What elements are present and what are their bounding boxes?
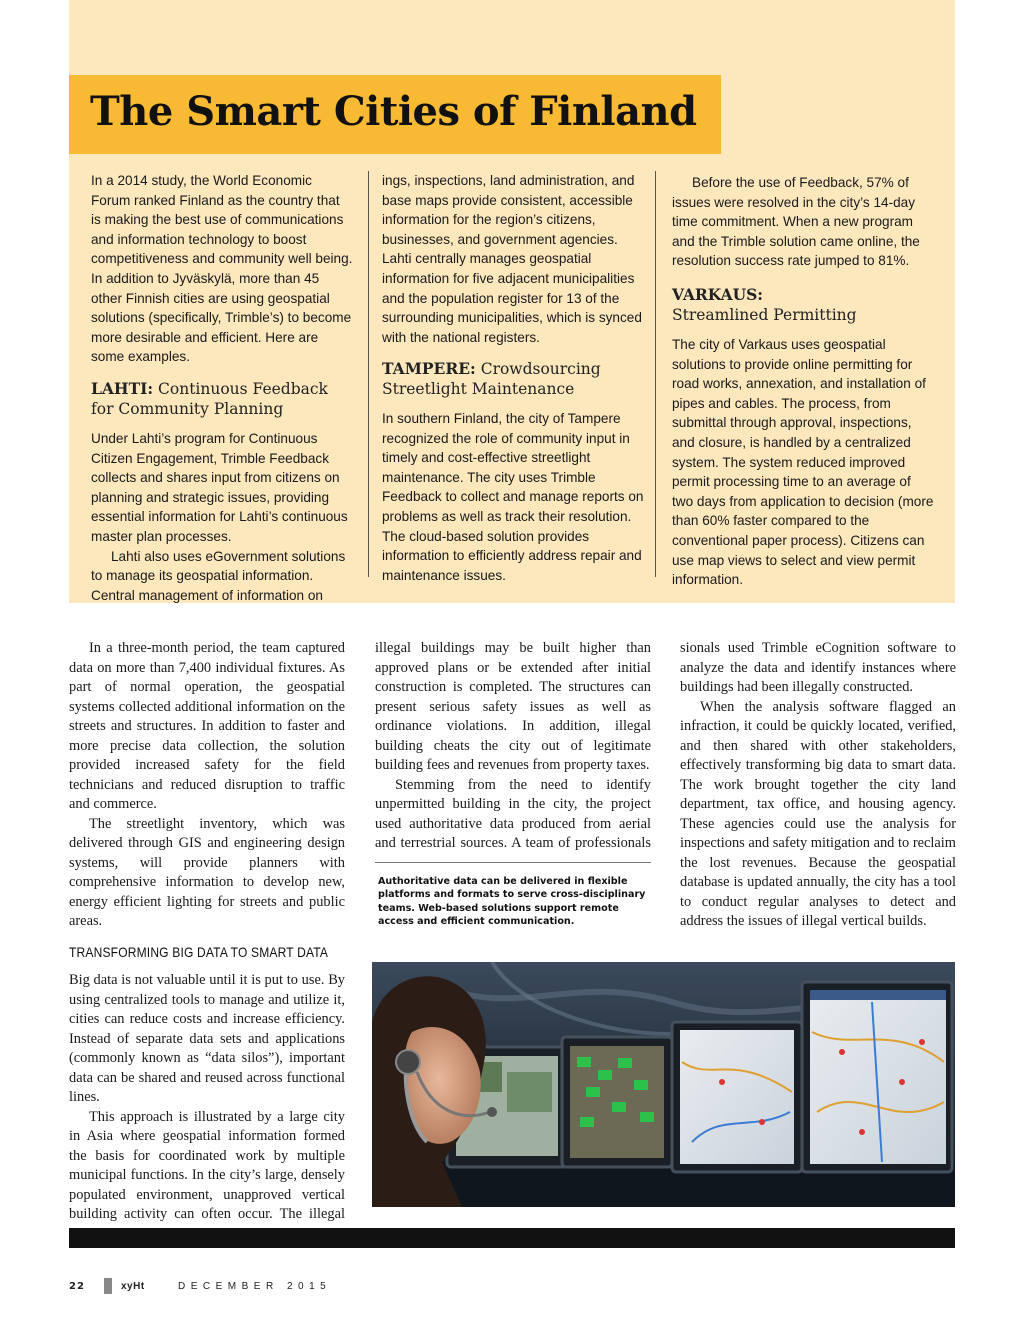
issue-date: DECEMBER 2015 [178, 1281, 332, 1292]
operator-monitors-illustration [372, 962, 955, 1207]
body-paragraph-5: Stemming from the need to identify unpermitted building in the city, the project used authoritative data produced from aerial and terrestrial sources. A team of professionals [375, 776, 651, 851]
monitor-aerial [562, 1037, 672, 1167]
body-paragraph-1: In a three-month period, the team captured data on more than 7,400 individual fixtures. As part of normal operation, the geospatial systems collected additional information on the streets and structures. In addition to faster and more precise data collection, the solution provided increased safety for the field technicians and reduced disruption to traffic and commerce. [69, 640, 345, 812]
body-column-1 [69, 639, 345, 1225]
varkaus-heading: VARKAUS: Streamlined Permitting [672, 284, 857, 324]
tampere-heading: TAMPERE: Crowdsourcing Streetlight Maintenance [382, 359, 601, 398]
sidebar-column-1 [91, 171, 353, 605]
sidebar-column-2 [382, 171, 644, 585]
column-divider [655, 171, 656, 577]
bottom-bar [69, 1228, 955, 1248]
lahti-paragraph-1: Under Lahti’s program for Continuous Citizen Engagement, Trimble Feedback collects and shares input from citizens on planning and strategic issues, providing essential information for Lahti’s continuous master plan processes. [91, 430, 348, 544]
body-paragraph-6: When the analysis software flagged an infraction, it could be quickly located, verified, and then shared with other stakeholders, effectively transforming big data to smart data. The work brought together the city land department, tax office, and housing agency. These agencies could use the analysis for inspections and safety mitigation and to reclaim the lost revenues. Because the geospatial database is updated annually, the city has a tool to conduct regular analyses to detect and address the issues of illegal vertical builds. [680, 698, 956, 929]
body-paragraph-5-continued: sionals used Trimble eCognition software to analyze the data and identify instances where buildings had been illegally constructed. [680, 640, 956, 695]
lahti-heading: LAHTI: Continuous Feedback for Community Planning [91, 378, 328, 418]
body-column-3 [680, 639, 956, 932]
photo-caption: Authoritative data can be delivered in flexible platforms and formats to serve cross-disciplinary teams. Web-based solutions support remote access and efficient communication. [378, 876, 646, 927]
publication-name: xyHt [121, 1281, 145, 1292]
page-number: 22 [69, 1281, 85, 1292]
body-paragraph-4: This approach is illustrated by a large city in Asia where geospatial information formed the basis for coordinated work by multiple municipal functions. In the city’s large, densely populated environment, unapproved vertical building activity can often occur. The illegal [69, 1108, 345, 1222]
article-title: The Smart Cities of Finland [90, 88, 697, 135]
lahti-paragraph-2: Lahti also uses eGovernment solutions to manage its geospatial information. Central management of information on [91, 548, 346, 603]
column-divider [368, 171, 369, 577]
sidebar-column-3 [672, 173, 934, 590]
monitor-map-center [672, 1022, 802, 1172]
section-subhead: TRANSFORMING BIG DATA TO SMART DATA [69, 943, 329, 960]
folio-divider [104, 1278, 112, 1294]
monitor-map-right [802, 982, 952, 1172]
lahti-paragraph-continued: ings, inspections, land administration, and base maps provide consistent, accessible information for the region’s citizens, businesses, and government agencies. Lahti centrally manages geospatial information for five adjacent municipalities and the population register for 13 of the surrounding municipalities, which is synced with the national registers. [382, 173, 642, 345]
body-paragraph-2: The streetlight inventory, which was delivered through GIS and engineering design systems, will provide planners with comprehensive information to develop new, energy efficient lighting for streets and public areas. [69, 815, 345, 929]
tampere-paragraph-1: In southern Finland, the city of Tampere recognized the role of community input in timely and cost-effective streetlight maintenance. The city uses Trimble Feedback to collect and manage reports on problems as well as track their resolution. The cloud-based solution provides information to efficiently address repair and maintenance issues. [382, 411, 644, 583]
sidebar-intro: In a 2014 study, the World Economic Forum ranked Finland as the country that is making the best use of communications and information technology to boost competitiveness and community well being. In addition to Jyväskylä, more than 45 other Finnish cities are using geospatial solutions (specifically, Trimble’s) to become more desirable and efficient. Here are some examples. [91, 173, 353, 365]
tampere-paragraph-2: Before the use of Feedback, 57% of issues were resolved in the city’s 14-day time commitment. When a new program and the Trimble solution came online, the resolution success rate jumped to 81%. [672, 175, 920, 269]
body-paragraph-3: Big data is not valuable until it is put to use. By using centralized tools to manage and utilize it, cities can reduce costs and increase efficiency. Instead of separate data sets and applications (commonly known as “data silos”), important data can be shared and reused across functional lines. [69, 972, 345, 1105]
varkaus-paragraph: The city of Varkaus uses geospatial solutions to provide online permitting for road works, annexation, and installation of pipes and cables. The process, from submittal through approval, inspections, and closure, is handled by a centralized system. The system reduced improved permit processing time to an average of two days from application to decision (more than 60% faster compared to the conventional paper process). Citizens can use map views to select and view permit information. [672, 336, 934, 588]
caption-rule [375, 862, 651, 863]
control-room-photo [372, 962, 955, 1207]
body-paragraph-4-continued: illegal buildings may be built higher than approved plans or be extended after initial construction is completed. The structures can present serious safety issues as well as ordinance violations. In addition, illegal building cheats the city out of legitimate building fees and revenues from property taxes. [375, 640, 651, 773]
body-column-2 [375, 639, 651, 854]
